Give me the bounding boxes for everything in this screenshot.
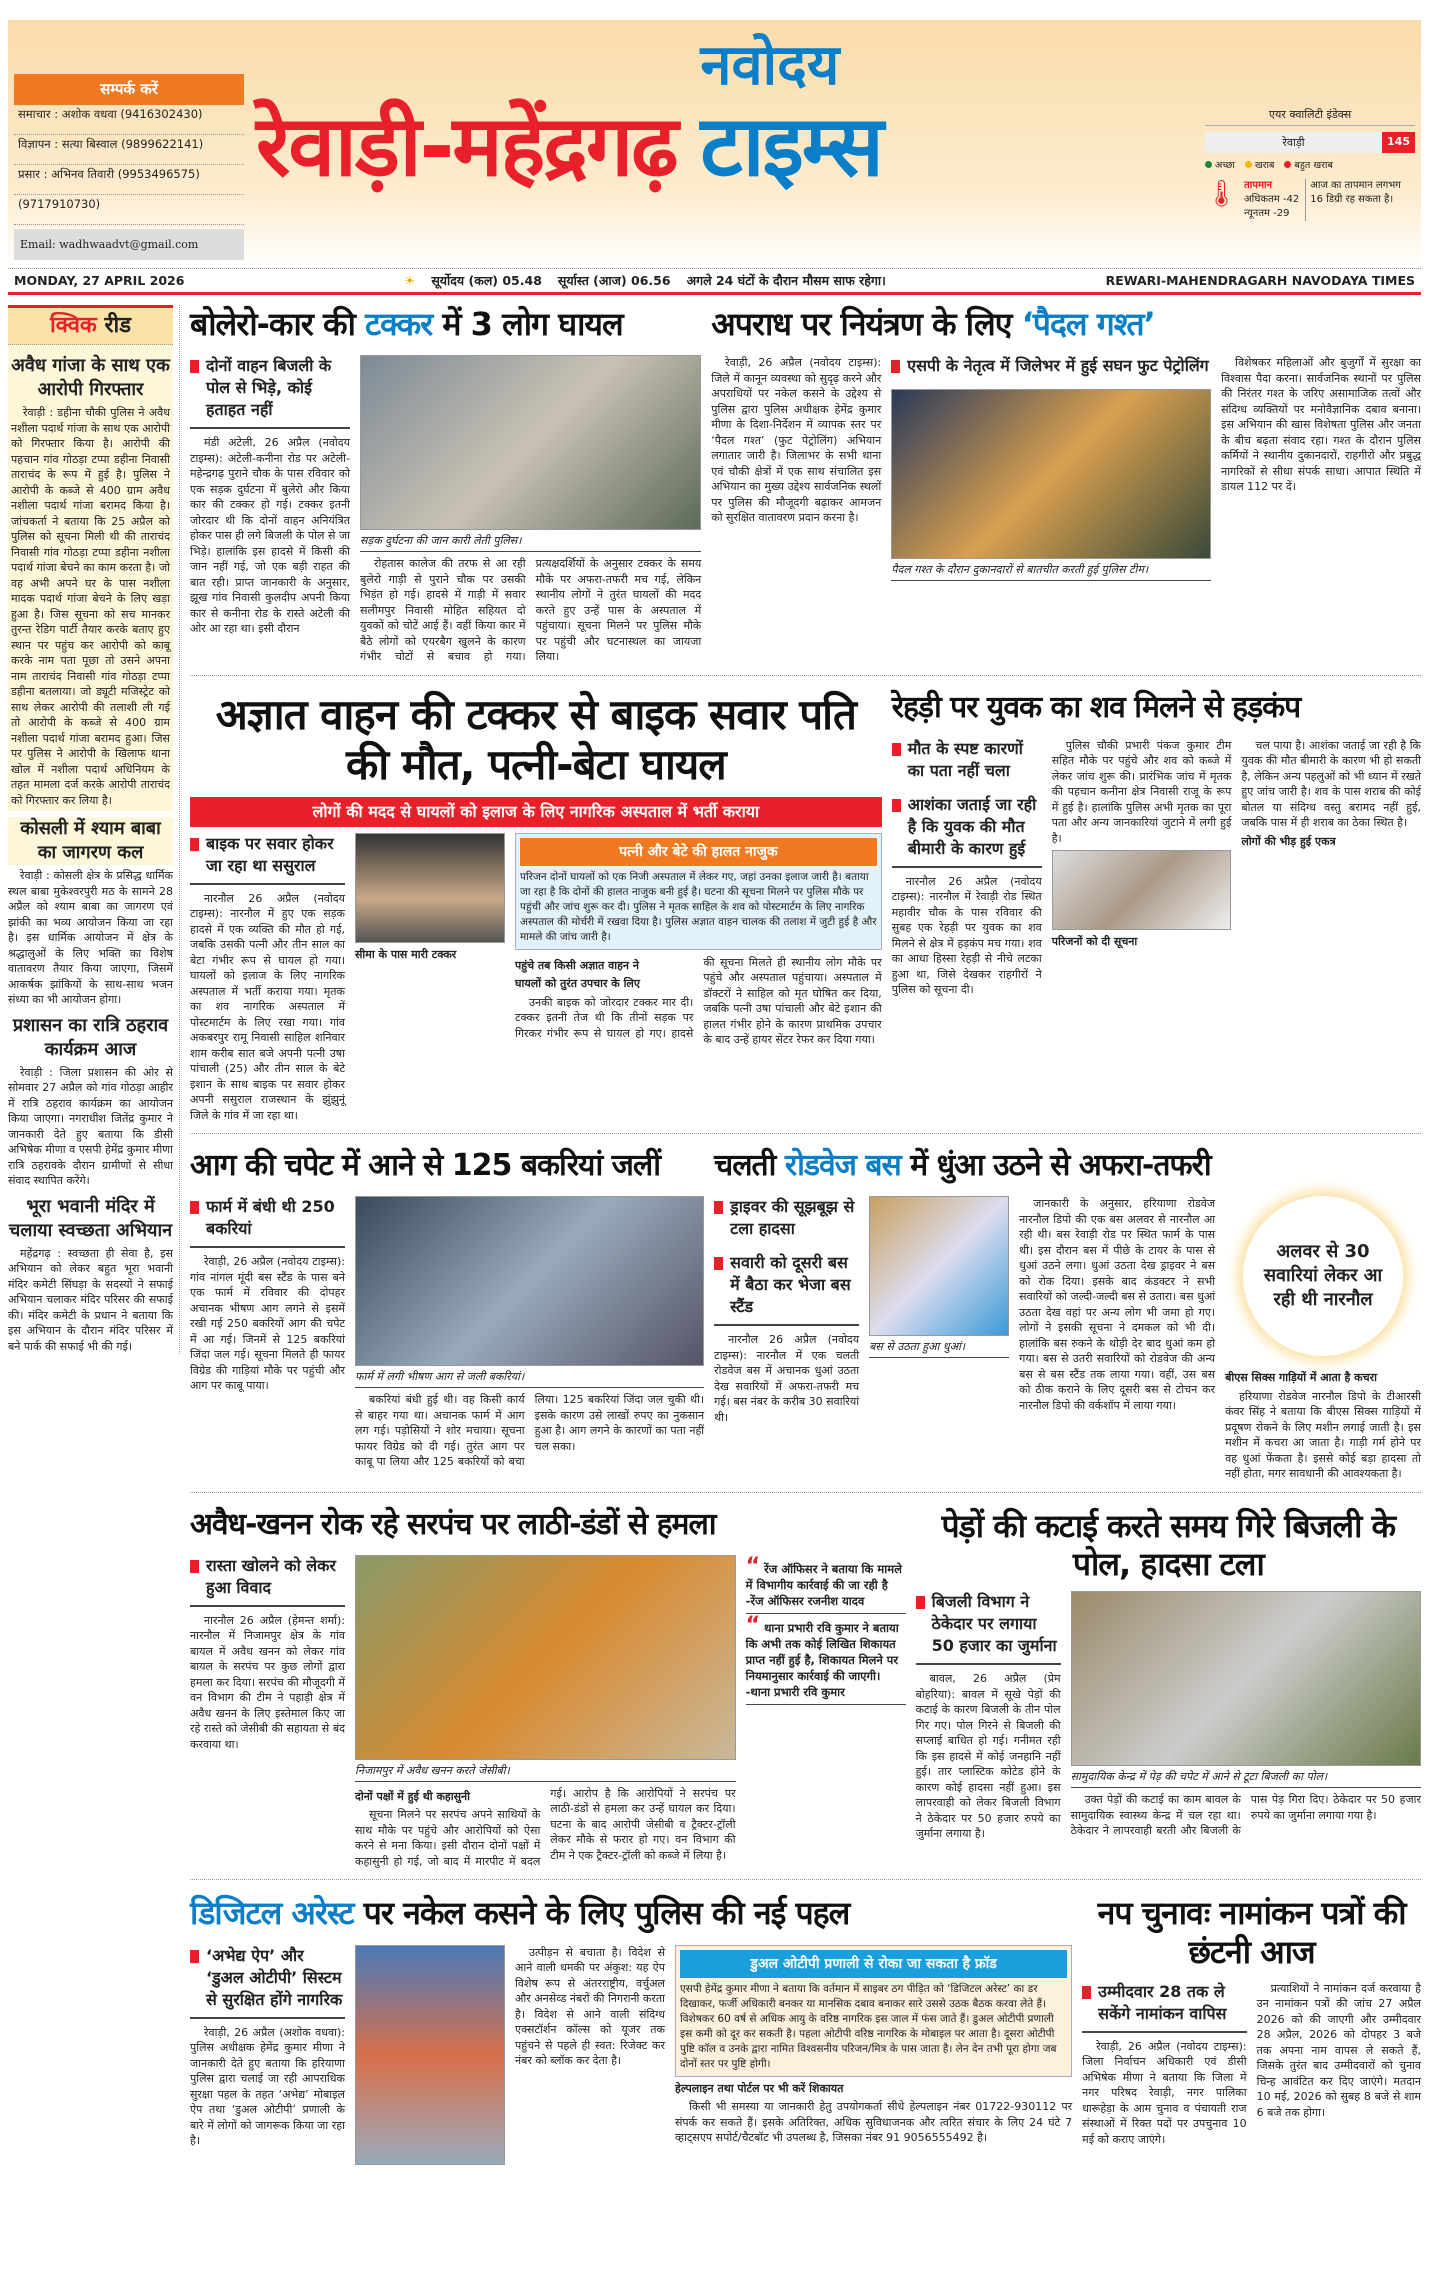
- photo-caption: फार्म में लगी भीषण आग से जली बकरियां।: [355, 1366, 704, 1388]
- subheadline: ‘अभेद्य ऐप’ और ‘डुअल ओटीपी’ सिस्टम से सुरक्षित होंगे नागरिक: [190, 1945, 345, 2019]
- body-text: प्रत्याशियों ने नामांकन दर्ज करवाया है उन नामांकन पत्रों की जांच 27 अप्रैल 2026 को की जाएगी और उम्मीदवार 28 अप्रैल, 2026 को दोपहर 3 बजे तक अपना नाम वापस ले सकते हैं, जिसके तुरंत बाद उम्मीदवारों को चुनाव चिन्ह आवंटित कर दिए जाएंगे। मतदान 10 मई, 2026 को सुबह 8 बजे से शाम 6 बजे तक होगा।: [1256, 1981, 1422, 2119]
- body-text: रेवाड़ी, 26 अप्रैल (नवोदय टाइम्स): जिले में कानून व्यवस्था को सुदृढ़ करने और अपराधियों पर नकेल कसने के उद्देश्य से पुलिस द्वारा पुलिस अधीक्षक हेमेंद्र कुमार मीणा के दिशा-निर्देशन में व्यापक स्तर पर ‘पैदल गश्त’ (फुट पेट्रोलिंग) अभियान लगातार जारी है। जिलाभर के सभी थाना एवं चौकी क्षेत्रों में एक साथ संचालित इस अभियान का मुख्य उद्देश्य सार्वजनिक स्थलों पर पुलिस की मौजूदगी बढ़ाकर आमजन को सुरक्षित वातावरण प्रदान करना है।: [711, 356, 882, 525]
- weather-widgets: [1205, 104, 1415, 221]
- contact-box: [14, 74, 244, 260]
- subhead: दोनों पक्षों में हुई थी कहासुनी: [355, 1789, 471, 1803]
- issue-date: MONDAY, 27 APRIL 2026: [14, 273, 185, 288]
- box-title: डुअल ओटीपी प्रणाली से रोका जा सकता है फ्रॉड: [680, 1950, 1067, 1978]
- quick-read-title: क्विक रीड: [8, 305, 173, 345]
- aqi-city: रेवाड़ी: [1205, 132, 1382, 153]
- story-digital-arrest: [190, 1894, 1072, 2164]
- sidebar-body: रेवाड़ी : जिला प्रशासन की ओर से सोमवार 27 अप्रैल को गांव गोठड़ा आहीर में रात्रि ठहराव कार्यक्रम का आयोजन किया जाएगा। नगराधीश जितेंद्र कुमार ने जानकारी देते हुए बताया कि डीसी अभिषेक मीणा व एसपी हेमेंद्र कुमार मीणा रात्रि ठहरावके दौरान ग्रामीणों से सीधा संवाद स्थापित करेंगे।: [8, 1065, 173, 1187]
- sidebar-story: [8, 345, 173, 811]
- subhead: परिजनों को दी सूचना: [1051, 935, 1138, 949]
- box-body: परिजन दोनों घायलों को एक निजी अस्पताल में लेकर गए, जहां उनका इलाज जारी है। बताया जा रहा है कि दोनों की हालत नाजुक बनी हुई है। घटना की सूचना मिलने पर पुलिस मौके पर पहुंची और जांच शुरू कर दी। पुलिस ने मृतक साहिल के शव को पोस्टमार्टम के लिए नागरिक अस्पताल की मोर्चरी में रखवा दिया है। पुलिस अज्ञात वाहन चालक की तलाश में जुटी हुई है और मामले की जांच जारी है।: [520, 870, 877, 943]
- aqi-value: 145: [1382, 132, 1415, 153]
- photo-caption: सामुदायिक केन्द्र में पेड़ की चपेट में आने से टूटा बिजली का पोल।: [1071, 1766, 1421, 1788]
- headline: अपराध पर नियंत्रण के लिए ‘पैदल गश्त’: [711, 305, 1155, 343]
- temperature-widget: [1205, 179, 1415, 221]
- body-text: सूचना मिलने पर सरपंच अपने साथियों के साथ मौके पर पहुंचे और आरोपियों को ऐसा करने से मना किया। इसी दौरान दोनों पक्षों में कहासुनी हो गई, जो बाद में मारपीट में बदल गई। आरोप है कि आरोपियों ने सरपंच पर लाठी-डंडों से हमला कर उन्हें घायल कर दिया। घटना के बाद आरोपी जेसीबी व ट्रैक्टर-ट्रॉली लेकर मौके से फरार हो गए। वन विभाग की टीम ने एक ट्रैक्टर-ट्रॉली को कब्जे में लिया है।: [355, 1786, 736, 1868]
- news-row: [190, 1507, 1421, 1881]
- subheadline: ड्राइवर की सूझबूझ से टला हादसा: [714, 1196, 859, 1246]
- body-text: रेवाड़ी, 26 अप्रैल (नवोदय टाइम्स): गांव नांगल मूंदी बस स्टैंड के पास बने एक फार्म में रविवार की दोपहर अचानक भीषण आग लगने से इसमें रखी गई 250 बकरियों आग की चपेट में आ गई। जिनमें से 125 बकरियां जिंदा जल गई। सूचना मिलते ही फायर विग्रेड की गाड़ियां मौके पर पहुंची और आग पर काबू पाया।: [190, 1255, 345, 1393]
- subhead: पहुंचे तब किसी अज्ञात वाहन ने: [515, 958, 639, 972]
- subheadline: बिजली विभाग ने ठेकेदार पर लगाया 50 हजार का जुर्माना: [916, 1591, 1061, 1665]
- story-goats-fire: [190, 1148, 704, 1470]
- subhead: बीएस सिक्स गाड़ियों में आता है कचरा: [1225, 1371, 1377, 1385]
- subheadline: मौत के स्पष्ट कारणों का पता नहीं चला: [892, 738, 1042, 788]
- story-illegal-mining: [190, 1507, 906, 1870]
- headline: अवैध-खनन रोक रहे सरपंच पर लाठी-डंडों से हमला: [190, 1506, 716, 1542]
- news-row: [190, 1148, 1421, 1493]
- sidebar-headline: प्रशासन का रात्रि ठहराव कार्यक्रम आज: [12, 1014, 169, 1060]
- thermometer-icon: 🌡: [1205, 179, 1239, 209]
- news-row: [190, 690, 1421, 1134]
- subheadline: सवारी को दूसरी बस में बैठा कर भेजा बस स्टैंड: [714, 1252, 859, 1326]
- quote-range-officer: “ रेंज ऑफिसर ने बताया कि मामले में विभागीय कार्रवाई की जा रही है -रेंज ऑफिसर रजनीश यादव: [746, 1555, 906, 1614]
- quote-icon: “: [745, 1553, 761, 1579]
- body-text: जानकारी के अनुसार, हरियाणा रोडवेज नारनौल डिपो की एक बस अलवर से नारनौल आ रही थी। बस रेवाड़ी रोड पर स्थित फार्म के पास थी। इस दौरान बस में पीछे के टायर के पास से धुआं उठने लगा। धुआं उठता देख ड्राइवर ने बस को रोक दिया। इसके बाद कंडक्टर ने सभी सवारियों को जल्दी-जल्दी बस से उतारा। बस धुआं उठता देख वहां पर अन्य लोग भी जमा हो गए। लोगों ने इसकी सूचना ने दमकल को भी दी। हालांकि बस रुकने के थोड़ी देर बाद धुआं कम हो गया। बस से उतरी सवारियों को रोडवेज की अन्य बस से बस स्टैंड तक लाया गया। वहीं, उस बस को ठीक कराने के लिए दूसरी बस से टोचन कर नारनौल डिपो की वर्कशॉप में लाया गया।: [1019, 1197, 1216, 1412]
- accident-photo: [360, 355, 701, 530]
- pole-photo: [1071, 1591, 1421, 1766]
- box-title: पत्नी और बेटे की हालत नाजुक: [520, 838, 877, 866]
- date-bar: [8, 268, 1421, 295]
- temp-max: अधिकतम -42: [1244, 194, 1300, 205]
- body-text: बकरियां बंधी हुई थी। वह किसी कार्य से बाहर गया था। अचानक फार्म में आग लग गई। पड़ोसियों ने शोर मचाया। सूचना फायर विग्रेड को दी गई। तुरंत आग पर काबू पा लिया और 125 बकरियों को बचा लिया। 125 बकरियां जिंदा जल चुकी थी। इसके कारण उसे लाखों रुपए का नुकसान हुआ है। आग लगने के कारणों का पता नहीं चल सका।: [355, 1393, 705, 1469]
- sidebar-body: रेवाड़ी : कोसली क्षेत्र के प्रसिद्ध धार्मिक स्थल बाबा मुकेश्वरपुरी मठ के सामने 28 अप्रैल को श्याम बाबा का जागरण एवं झांकी का भव्य आयोजन किया जा रहा है। इस धार्मिक आयोजन में क्षेत्र के श्रद्धालुओं के लिए भक्ति का विशेष वातावरण तैयार किया जाएगा, जिसमें आकर्षक झांकियों के साथ-साथ भजन संध्या का भी आयोजन होगा।: [8, 869, 173, 1006]
- body-text: पुलिस चौकी प्रभारी पंकज कुमार टीम सहित मौके पर पहुंचे और शव को कब्जे में लेकर जांच शुरू की। प्रारंभिक जांच में मृतक की पहचान कनीना क्षेत्र निवासी राजू के रूप में हुई है। हालांकि पुलिस अभी मृतक का पूरा पता और अन्य जानकारियां जुटाने में लगी हुई है।: [1051, 738, 1232, 845]
- sidebar-headline: कोसली में श्याम बाबा का जागरण कल: [8, 817, 173, 865]
- sidebar-headline: अवैध गांजा के साथ एक आरोपी गिरफ्तार: [11, 355, 170, 400]
- sunrise: सूर्योदय (कल) 05.48: [431, 273, 542, 288]
- body-text: विशेषकर महिलाओं और बुजुर्गों में सुरक्षा का विश्वास पैदा करना। सार्वजनिक स्थानों पर पुलिस की निरंतर गश्त के जरिए असामाजिक तत्वों और संदिग्ध व्यक्तियों पर मनोवैज्ञानिक दबाव बनाना। इस अभियान की खास विशेषता पुलिस और जनता के बीच बढ़ता संवाद रहा। गश्त के दौरान पुलिस कर्मियों ने स्थानीय दुकानदारों, राहगीरों और प्रबुद्ध नागरिकों से सीधा संपर्क साधा। आपात स्थिति में डायल 112 पर दें।: [1221, 356, 1421, 494]
- dual-otp-box: [675, 1945, 1072, 2077]
- photo-caption: पैदल गश्त के दौरान दुकानदारों से बातचीत करती हुई पुलिस टीम।: [891, 559, 1211, 581]
- subhead: लोगों की भीड़ हुई एकत्र: [1241, 834, 1336, 848]
- subheadline: उम्मीदवार 28 तक ले सकेंगे नामांकन वापिस: [1082, 1981, 1246, 2033]
- story-municipal-election: [1082, 1894, 1421, 2147]
- sidebar-body: रेवाड़ी : डहीना चौकी पुलिस ने अवैध नशीला पदार्थ गांजा के साथ एक आरोपी को गिरफ्तार किया है। आरोपी की पहचान गांव गोठड़ा टप्पा डहीना निवासी ताराचंद के रूप में हुई है। पुलिस ने आरोपी के कब्जे से 400 ग्राम अवैध नशीला पदार्थ गांजा बरामद किया है। जांचकर्ता ने बताया कि 25 अप्रैल को पुलिस को सूचना मिली थी की ताराचंद निवासी गांव गोठड़ा टप्पा डहीना नशीला पदार्थ गांजा बेचने का काम करता है। जो वह अभी अपने घर के पास नशीला मादक पदार्थ गांजा बेचने के लिए खड़ा हुआ है। जिस सूचना को सच मानकर तुरन्त रेडिग पार्टी तैयार करके बताए हुए स्थान पर पहुंच कर आरोपी को काबू करके नाम पता पूछा तो उसने अपना नाम ताराचंद निवासी गांव गोठड़ा टप्पा डहीना बतलाया। जो ड्यूटी मजिस्ट्रेट को साथ लेकर आरोपी की तलाशी ली गई तो आरोपी के कब्जे से 400 ग्राम नशीला पदार्थ गांजा बरामद हुआ। जिस पर पुलिस ने आरोपी के खिलाफ थाना खोल में नशीला पदार्थ अधिनियम के तहत मामला दर्ज करके आरोपी ताराचंद को गिरफ्तार कर लिया है।: [11, 406, 170, 807]
- quick-read-sidebar: [8, 305, 180, 1354]
- page-content: [8, 305, 1421, 2175]
- story-foot-patrol: [711, 305, 1421, 581]
- body-text: किसी भी समस्या या जानकारी हेतु उपयोगकर्ता सीधे हेल्पलाइन नंबर 01722-930112 पर संपर्क कर सकते हैं। इसके अतिरिक्त, अधिक सुविधाजनक और त्वरित संचार के लिए 24 घंटे 7 व्हाट्सएप सपोर्ट/चैटबॉट भी उपलब्ध है, जिसका नंबर 91 9056555492 है।: [675, 2100, 1073, 2145]
- contact-circulation-2: (9717910730): [14, 195, 244, 225]
- photo-caption: बस से उठता हुआ धुआं।: [869, 1336, 1009, 1358]
- pull-quote-circle: अलवर से 30 सवारियां लेकर आ रही थी नारनौल: [1243, 1196, 1403, 1356]
- photo-caption: निजामपुर में अवैध खनन करते जेसीबी।: [355, 1760, 736, 1782]
- newspaper-title-top: नवोदय: [700, 33, 840, 98]
- sun-icon: ☀: [404, 273, 416, 288]
- lead-headline: अज्ञात वाहन की टक्कर से बाइक सवार पति की मौत, पत्नी-बेटा घायल: [215, 689, 856, 790]
- feet-photo: [355, 833, 505, 943]
- subheadline: दोनों वाहन बिजली के पोल से भिड़े, कोई हताहत नहीं: [190, 355, 350, 429]
- story-bike-accident: [190, 690, 882, 1123]
- paper-name: REWARI-MAHENDRAGARH NAVODAYA TIMES: [1105, 273, 1415, 288]
- box-body: एसपी हेमेंद्र कुमार मीणा ने बताया कि वर्तमान में साइबर ठग पीड़ित को ‘डिजिटल अरेस्ट’ का डर दिखाकर, फर्जी अधिकारी बनकर या मानसिक दबाव बनाकर सारे उससे उठक बैठक करवा लेते हैं। विशेषकर 60 वर्ष से अधिक आयु के वरिष्ठ नागरिक इस जाल में फंस जाते हैं। डुअल ओटीपी प्रणाली इस कमी को दूर कर सकती है। पहला ओटीपी वरिष्ठ नागरिक के मोबाइल पर आता है। दूसरा ओटीपी पुष्टि कॉल व उनके द्वारा नामित विश्वसनीय परिजन/मित्र के पास जाता है। लेन देन तभी पूरा होगा जब दोनों स्तर पर पुष्टि होगी।: [680, 1982, 1057, 2070]
- headline: बोलेरो-कार की टक्कर में 3 लोग घायल: [190, 305, 623, 343]
- news-row: [190, 305, 1421, 676]
- jcb-photo: [355, 1555, 736, 1760]
- photo-caption: सड़क दुर्घटना की जान कारी लेती पुलिस।: [360, 530, 701, 552]
- headline-banner: लोगों की मदद से घायलों को इलाज के लिए नागरिक अस्पताल में भर्ती कराया: [190, 797, 882, 827]
- subheadline: बाइक पर सवार होकर जा रहा था ससुराल: [190, 833, 345, 885]
- temp-note: आज का तापमान लगभग 16 डिग्री रह सकता है।: [1305, 179, 1415, 221]
- subheadline: आशंका जताई जा रही है कि युवक की मौत बीमारी के कारण हुई: [892, 794, 1042, 868]
- headline: पेड़ों की कटाई करते समय गिरे बिजली के पोल, हादसा टला: [941, 1506, 1396, 1584]
- contact-news: समाचार : अशोक वधवा (9416302430): [14, 105, 244, 135]
- aqi-widget: [1205, 104, 1415, 171]
- subhead: घायलों को तुरंत उपचार के लिए: [515, 977, 640, 991]
- body-text: नारनौल 26 अप्रैल (नवोदय टाइम्स): नारनौल में हुए एक सड़क हादसे में एक व्यक्ति की मौत हो गई, जबकि उसकी पत्नी और तीन साल का बेटा गंभीर रूप से घायल हो गया। घायलों को इलाज के लिए नागरिक अस्पताल में भर्ती कराया गया। मृतक का शव नागरिक अस्पताल में पोस्टमार्टम के लिए रखा गया। गांव अकबरपुर रामू निवासी साहिल शनिवार शाम करीब सात बजे अपनी पत्नी उषा पांचाली (25) और तीन साल के बेटे इशान के साथ बाइक पर सवार होकर अपनी ससुराल राजस्थान के झुंझुनूं जिले के गांव में जा रहा था।: [190, 891, 345, 1122]
- newspaper-title-blue: [700, 34, 881, 195]
- aqi-legend-bad: खराब: [1245, 158, 1275, 171]
- body-text: उक्त पेड़ों की कटाई का काम बावल के सामुदायिक स्वास्थ्य केन्द्र में चल रहा था। ठेकेदार ने लापरवाही बरती और बिजली के पास पेड़ गिरा दिए। ठेकेदार पर 50 हजार रुपये का जुर्माना लगाया गया है।: [1070, 1793, 1421, 1838]
- subheadline: रास्ता खोलने को लेकर हुआ विवाद: [190, 1555, 345, 1607]
- newspaper-title-bottom: टाइम्स: [700, 97, 882, 196]
- aqi-label: एयर क्वालिटी इंडेक्स: [1205, 104, 1415, 126]
- weather-forecast: अगले 24 घंटों के दौरान मौसम साफ रहेगा।: [686, 273, 886, 288]
- aqi-legend-good: अच्छा: [1205, 158, 1235, 171]
- headline: रेहड़ी पर युवक का शव मिलने से हड़कंप: [891, 689, 1301, 725]
- contact-email[interactable]: Email: wadhwaadvt@gmail.com: [14, 229, 244, 260]
- headline: डिजिटल अरेस्ट पर नकेल कसने के लिए पुलिस की नई पहल: [190, 1894, 850, 1933]
- subheadline: फार्म में बंधी थी 250 बकरियां: [190, 1196, 345, 1248]
- body-text: मंडी अटेली, 26 अप्रैल (नवोदय टाइम्स): अटेली-कनीना रोड पर अटेली-महेन्द्रगढ़ पुराने चौक के पास रविवार को एक सड़क दुर्घटना में बुलेरो और किया कार की टक्कर हो गई। टक्कर इतनी जोरदार थी कि दोनों वाहन अनियंत्रित होकर पास ही लगे बिजली के पोल से जा भिड़े। हालांकि इस हादसे में किसी की जान नहीं गई, जो एक बड़ी राहत की बात रही। प्राप्त जानकारी के अनुसार, झूख गांव निवासी कुलदीप अपनी किया कार से कनीना रोड के रास्ते अटेली की ओर आ रहा था। इसी दौरान: [190, 436, 350, 636]
- sidebar-body: महेंद्रगढ़ : स्वच्छता ही सेवा है, इस अभियान को लेकर बहुत भूरा भवानी मंदिर कमेटी सिंघड़ा के सदस्यों ने सफाई अभियान चलाकर मंदिर परिसर की सफाई की। मंदिर कमेटी के प्रधान ने बताया कि इस अभियान के दौरान मंदिर परिसर में बने पार्क की सफाई भी की गई।: [8, 1246, 173, 1353]
- headline: आग की चपेट में आने से 125 बकरियां जलीं: [190, 1148, 661, 1184]
- newspaper-title: [256, 34, 1193, 195]
- story-electric-poles: [916, 1507, 1421, 1842]
- hand-photo: [1052, 850, 1232, 930]
- subhead: हेल्पलाइन तथा पोर्टल पर भी करें शिकायत: [675, 2081, 844, 2095]
- headline: चलती रोडवेज बस में धुंआ उठने से अफरा-तफरी: [714, 1148, 1211, 1184]
- body-text: रोहतास कालेज की तरफ से आ रही बुलेरो गाड़ी से पुराने चौक पर उसकी भिड़ंत हो गई। हादसे में गाड़ी में सवार सलीमपुर निवासी मोहित सहियत दो युवकों को चोटें आई हैं। वहीं किया कार में बैठे लोगों को एयरबैग खुलने के कारण गंभीर चोटों से बचाव हो गया। प्रत्यक्षदर्शियों के अनुसार टक्कर के समय मौके पर अफरा-तफरी मच गई, लेकिन स्थानीय लोगों ने तुरंत घायलों की मदद करते हुए उन्हें पास के अस्पताल में पहुंचाया। सूचना मिलने पर पुलिस मौके पर पहुंची और घटनास्थल का जायजा लिया।: [360, 557, 702, 664]
- body-text: उत्पीड़न से बचाता है। विदेश से आने वाली धमकी पर अंकुश: यह ऐप विशेष रूप से अंतरराष्ट्रीय, वर्चुअल और अनसेव्ड नंबरों की निगरानी करता है। विदेश से आने वाली संदिग्ध एक्सटॉर्शन कॉल्स को यूजर तक पहुंचने से पहले ही स्वत: रिजेक्ट कर नंबर को ब्लॉक कर देता है।: [515, 1945, 665, 2068]
- temp-label: तापमान: [1244, 180, 1273, 191]
- fire-photo: [355, 1196, 704, 1366]
- handcuff-illustration: [355, 1945, 505, 2165]
- aqi-legend-very-bad: बहुत खराब: [1284, 158, 1332, 171]
- masthead: [8, 20, 1421, 268]
- contact-title: सम्पर्क करें: [14, 74, 244, 105]
- body-text: नारनौल 26 अप्रैल (नवोदय टाइम्स): नारनौल में एक चलती रोडवेज बस में अचानक धुआं उठता देख सवारियों में अफरा-तफरी मच गई। बस नंबर के करीब 30 सवारियां थी।: [714, 1333, 860, 1424]
- body-text: चल पाया है। आशंका जताई जा रही है कि युवक की मौत बीमारी के कारण भी हो सकती है, लेकिन अन्य पहलुओं को भी ध्यान में रखते हुए जांच जारी है। शव के पास शराब की कोई बोतल या संदिग्ध वस्तु बरामद नहीं हुई, जबकि पास में ही शराब का ठेका स्थित है।: [1241, 738, 1422, 830]
- newspaper-title-main: रेवाड़ी-महेंद्रगढ़: [256, 97, 677, 196]
- sidebar-headline: भूरा भवानी मंदिर में चलाया स्वच्छता अभियान: [8, 1195, 173, 1241]
- body-text: हरियाणा रोडवेज नारनौल डिपो के टीआरसी कंवर सिंह ने बताया कि बीएस सिक्स गाड़ियों में प्रदूषण रोकने के लिए मशीन लगाई जाती है। इस मशीन में कचरा आ जाता है। गाड़ी गर्म होने पर वह धुआं फेंकता है। इससे कोई बड़ा हादसा तो नहीं होता, मगर सावधानी की आवश्यकता है।: [1225, 1389, 1421, 1481]
- subheadline: एसपी के नेतृत्व में जिलेभर में हुई सघन फुट पेट्रोलिंग: [891, 355, 1211, 383]
- body-text: उनकी बाइक को जोरदार टक्कर मार दी। टक्कर इतनी तेज थी कि तीनों सड़क पर गिरकर गंभीर रूप से घायल हो गए। हादसे की सूचना मिलते ही स्थानीय लोग मौके पर पहुंचे और अस्पताल पहुंचाया। अस्पताल में डॉक्टरों ने साहिल को मृत घोषित कर दिया, जबकि पत्नी उषा पांचाली और बेटे इशान की हालत गंभीर होने के कारण प्राथमिक उपचार के बाद उन्हें हायर सेंटर रेफर कर दिया गया।: [515, 955, 882, 1047]
- body-text: बावल, 26 अप्रैल (प्रेम बोहरिया): बावल में सूखे पेड़ों की कटाई के कारण बिजली के तीन पोल गिर गए। पोल गिरने से बिजली की सप्लाई बाधित हो गई। गनीमत रही कि इस हादसे में कोई जनहानि नहीं हुई। तार प्लास्टिक कोटेड होने के कारण कोई हादसा नहीं हुआ। इस लापरवाही को लेकर बिजली विभाग ने ठेकेदार पर 50 हजार रुपये का जुर्माना लगाया है।: [915, 1672, 1061, 1841]
- body-text: नारनौल 26 अप्रैल (नवोदय टाइम्स): नारनौल में रेवाड़ी रोड स्थित महावीर चौक के पास रविवार की सुबह एक रेहड़ी पर युवक का शव मिलने से क्षेत्र में हड़कंप मच गया। शव का आधा हिस्सा रेहड़ी से नीचे लटका हुआ था, जिसे देखकर राहगीरों ने पुलिस को सूचना दी।: [891, 874, 1042, 997]
- sunset: सूर्यास्त (आज) 06.56: [557, 273, 671, 288]
- subhead: सीमा के पास मारी टक्कर: [355, 947, 457, 961]
- temp-min: न्यूनतम -29: [1244, 208, 1290, 219]
- story-bus-smoke: [714, 1148, 1421, 1482]
- news-row: [190, 1894, 1421, 2174]
- story-body-found: [892, 690, 1421, 998]
- body-text: रेवाड़ी, 26 अप्रैल (नवोदय टाइम्स): जिला निर्वाचन अधिकारी एवं डीसी अभिषेक मीणा ने बताया कि जिला में नगर परिषद रेवाड़ी, नगर पालिका धारूहेड़ा के आम चुनाव व पंचायती राज संस्थाओं में रिक्त पदों पर उपचुनाव 10 मई को कराए जाएंगे।: [1082, 2039, 1247, 2146]
- patrol-photo: [891, 389, 1211, 559]
- headline: नप चुनावः नामांकन पत्रों की छंटनी आज: [1097, 1894, 1406, 1971]
- contact-ads: विज्ञापन : सत्या बिस्वाल (9899622141): [14, 135, 244, 165]
- story-bolero: [190, 305, 701, 665]
- quote-icon: “: [745, 1612, 761, 1638]
- body-text: नारनौल 26 अप्रैल (हेमन्त शर्मा): नारनौल में निजामपुर क्षेत्र के गांव बायल में अवैध खनन को लेकर गांव बायल के सरपंच पर कुछ लोगों द्वारा हमला कर दिया। सरपंच की मौजूदगी में वन विभाग की टीम ने पहाड़ी क्षेत्र में अवैध खनन के लिए इस्तेमाल किए जा रहे रास्ते को जेसीबी की सहायता से बंद करवाया था।: [190, 1613, 345, 1751]
- condition-box: [515, 833, 882, 950]
- body-text: रेवाड़ी, 26 अप्रैल (अशोक वधवा): पुलिस अधीक्षक हेमेंद्र कुमार मीणा ने जानकारी देते हुए बताया कि हरियाणा पुलिस द्वारा चलाई जा रही आपराधिक सुरक्षा पहल के तहत ‘अभेद्य’ मोबाइल ऐप तथा ‘डुअल ओटीपी’ प्रणाली के बारे में लोगों को जागरूक किया जा रहा है।: [190, 2025, 345, 2148]
- bus-photo: [869, 1196, 1009, 1336]
- quote-sho: “ थाना प्रभारी रवि कुमार ने बताया कि अभी तक कोई लिखित शिकायत प्राप्त नहीं हुई है, शिकायत मिलने पर नियमानुसार कार्रवाई की जाएगी। -थाना प्रभारी रवि कुमार: [746, 1614, 906, 1705]
- contact-circulation: प्रसार : अभिनव तिवारी (9953496575): [14, 165, 244, 195]
- main-news-area: [190, 305, 1421, 2175]
